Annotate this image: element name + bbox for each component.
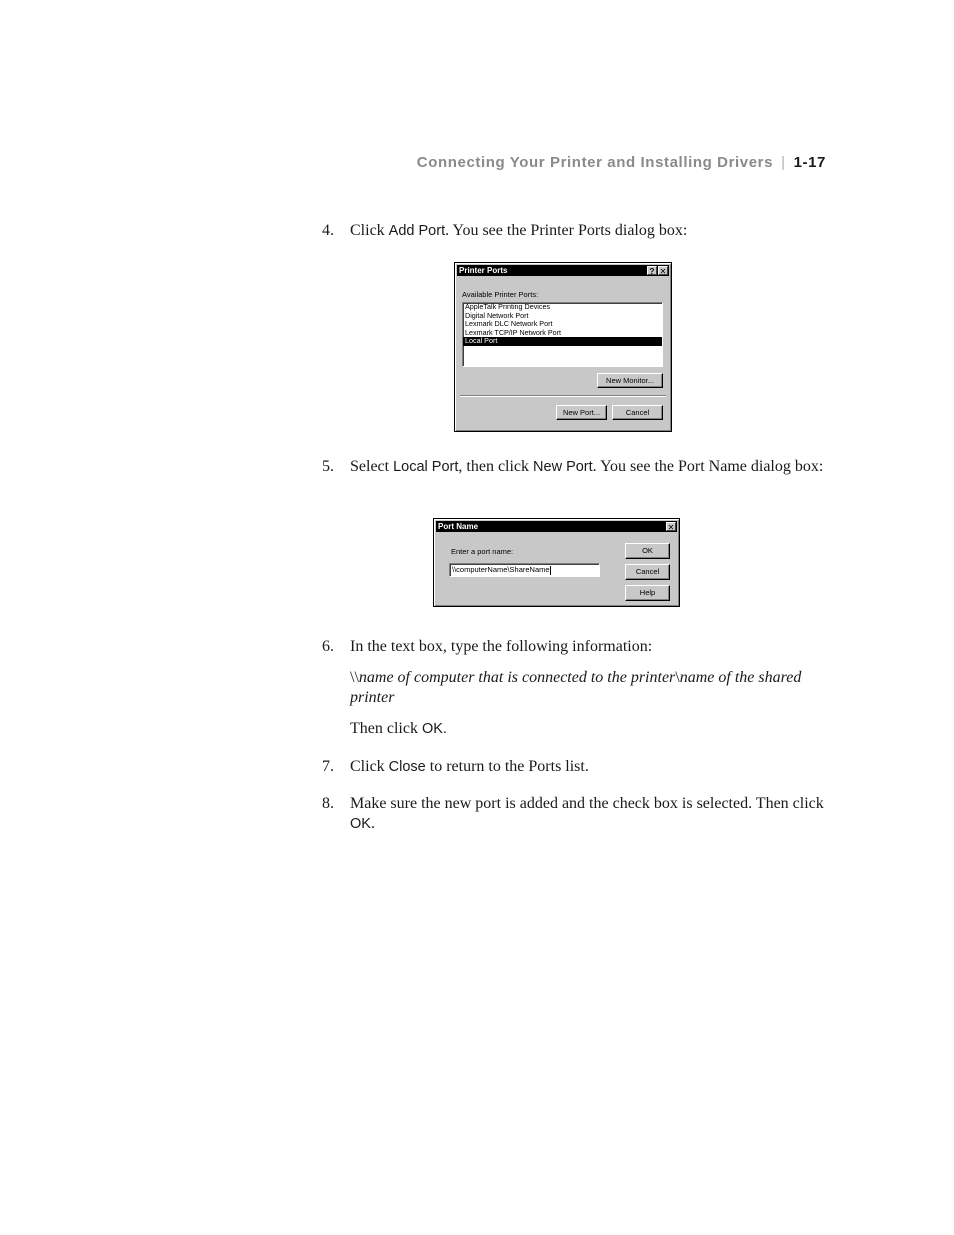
step-number: 5. bbox=[322, 458, 334, 475]
step-number: 7. bbox=[322, 758, 334, 775]
text-run: Make sure the new port is added and the check box is selected. Then click bbox=[350, 795, 824, 812]
dialog-titlebar bbox=[457, 265, 669, 276]
step-number: 4. bbox=[322, 222, 334, 239]
text-run: , then click bbox=[458, 458, 534, 475]
help-icon[interactable]: ? bbox=[647, 266, 657, 275]
italic-run: name of computer that is connected to the printer bbox=[358, 669, 676, 686]
port-name-input[interactable] bbox=[449, 563, 600, 577]
running-header bbox=[417, 154, 826, 171]
port-name-dialog bbox=[433, 518, 680, 607]
page-number: 1-17 bbox=[793, 154, 826, 171]
italic-run: name of the shared printer bbox=[350, 669, 802, 706]
ui-term: Close bbox=[388, 759, 426, 775]
ui-term: Local Port bbox=[393, 459, 459, 475]
step-text bbox=[350, 457, 827, 477]
port-name-label: Enter a port name: bbox=[451, 547, 514, 556]
step-text: In the text box, type the following information: bbox=[350, 638, 653, 655]
step-number: 6. bbox=[322, 638, 334, 655]
list-item-selected[interactable]: Local Port bbox=[463, 337, 662, 346]
cancel-button[interactable]: Cancel bbox=[625, 564, 670, 580]
header-title: Connecting Your Printer and Installing Drivers bbox=[416, 154, 774, 171]
ports-listbox[interactable] bbox=[462, 302, 663, 367]
help-button[interactable]: Help bbox=[625, 585, 670, 601]
ui-term: Add Port bbox=[388, 223, 446, 239]
list-item[interactable]: Digital Network Port bbox=[465, 310, 529, 320]
new-port-button[interactable]: New Port... bbox=[556, 405, 607, 420]
cancel-button[interactable]: Cancel bbox=[612, 405, 663, 420]
text-caret bbox=[550, 566, 551, 575]
ui-term: New Port bbox=[533, 459, 593, 475]
step-6 bbox=[322, 637, 827, 657]
text-run: \\ bbox=[350, 669, 359, 686]
port-name-value: \\computerName\ShareName bbox=[452, 565, 550, 574]
step-text bbox=[350, 794, 827, 834]
close-icon[interactable]: ✕ bbox=[667, 523, 675, 532]
then-click-ok bbox=[350, 719, 820, 739]
list-item[interactable]: AppleTalk Printing Devices bbox=[465, 302, 551, 311]
list-item[interactable]: Lexmark TCP/IP Network Port bbox=[465, 327, 561, 337]
printer-ports-dialog bbox=[454, 262, 672, 432]
step-5 bbox=[322, 457, 827, 477]
header-separator: | bbox=[781, 154, 786, 171]
text-run: . You see the Printer Ports dialog box: bbox=[445, 222, 688, 239]
text-run: to return to the Ports list. bbox=[425, 758, 589, 775]
text-run: Select bbox=[350, 458, 394, 475]
step-7 bbox=[322, 757, 827, 777]
ui-term: OK bbox=[350, 816, 371, 832]
step-text bbox=[350, 757, 827, 777]
divider bbox=[460, 395, 666, 397]
text-run: . You see the Port Name dialog box: bbox=[592, 458, 824, 475]
text-run: Then click bbox=[350, 720, 422, 737]
list-item[interactable]: Lexmark DLC Network Port bbox=[465, 319, 553, 329]
text-run: \ bbox=[675, 669, 680, 686]
dialog-title: Printer Ports bbox=[459, 266, 508, 275]
available-ports-label: Available Printer Ports: bbox=[462, 290, 539, 299]
step-number: 8. bbox=[322, 795, 334, 812]
dialog-title: Port Name bbox=[438, 522, 479, 531]
step-text bbox=[350, 221, 827, 241]
step-4 bbox=[322, 221, 827, 241]
ok-button[interactable]: OK bbox=[625, 543, 670, 559]
new-monitor-button[interactable]: New Monitor... bbox=[597, 373, 663, 388]
text-run: Click bbox=[350, 222, 389, 239]
port-path-format bbox=[350, 668, 820, 708]
dialog-titlebar bbox=[436, 521, 677, 532]
text-run: . bbox=[370, 815, 375, 832]
ui-term: OK. bbox=[421, 721, 447, 737]
text-run: Click bbox=[350, 758, 389, 775]
close-icon[interactable]: ✕ bbox=[659, 267, 667, 276]
step-8 bbox=[322, 794, 827, 834]
